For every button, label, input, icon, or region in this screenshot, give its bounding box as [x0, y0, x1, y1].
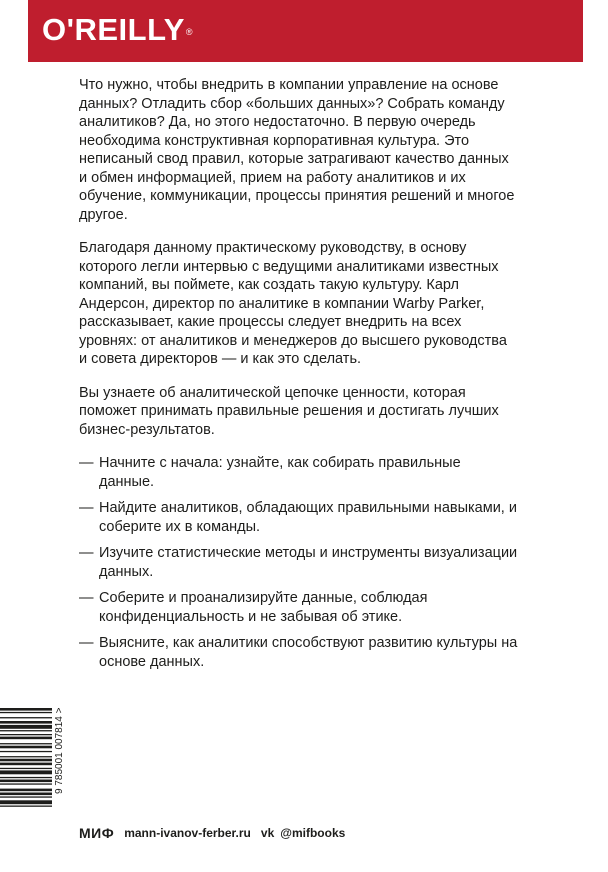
barcode-bars [0, 706, 60, 836]
barcode-bar [0, 743, 52, 744]
footer [79, 823, 345, 843]
isbn-barcode [0, 706, 70, 872]
barcode-bar [0, 712, 52, 713]
barcode-bar [0, 734, 52, 735]
barcode-bar [0, 756, 52, 757]
paragraph-intro: Что нужно, чтобы внедрить в компании управление на основе данных? Отладить сбор «больших данных»? Собрать команду аналитиков? Да, но этого недостаточно. В первую очередь необходима конструктивная корпоративная культура. Это неписаный свод правил, которые затрагивают качество данных и обмен информацией, прием на работу аналитиков и их обучение, коммуникации, процессы принятия решений и многое другое. [79, 77, 515, 223]
website-link[interactable]: mann-ivanov-ferber.ru [124, 826, 251, 840]
barcode-bar [0, 800, 52, 804]
barcode-bar [0, 780, 52, 783]
paragraph-value-chain: Вы узнаете об аналитической цепочке ценности, которая поможет принимать правильные решения и достигать лучших бизнес-результатов. [79, 384, 499, 438]
barcode-digits: 9 785001 007814 > [54, 708, 65, 795]
barcode-bar [0, 721, 52, 724]
barcode-bar [0, 793, 52, 796]
barcode-bar [0, 737, 52, 740]
vk-icon: vk [260, 826, 275, 840]
barcode-bar [0, 783, 52, 784]
barcode-bar [0, 730, 52, 731]
barcode-bar [0, 759, 52, 762]
bullet-list [79, 454, 519, 671]
barcode-bar [0, 751, 52, 752]
barcode-bar [0, 770, 52, 774]
barcode-bar [0, 746, 52, 749]
description-text [79, 76, 519, 679]
list-item: — Выясните, как аналитики способствуют развитию культуры на основе данных. [79, 635, 518, 670]
paragraph-guide: Благодаря данному практическому руководству, в основу которого легли интервью с ведущими аналитиками известных компаний, вы поймете, как создать такую культуру. Карл Андерсон, директор по аналитике в компании Warby Parker, рассказывает, какие процессы следует внедрить на всех уровнях: от аналитиков и менеджеров до высшего руководства и совета директоров — и как это сделать. [79, 240, 507, 367]
barcode-bar [0, 725, 52, 729]
barcode-bar [0, 796, 52, 797]
oreilly-logo: O'REILLY® [42, 12, 194, 47]
barcode-bar [0, 777, 52, 778]
barcode-bar [0, 768, 52, 769]
barcode-bar [0, 789, 52, 792]
barcode-bar [0, 717, 52, 718]
publisher-logo: МИФ [79, 825, 115, 841]
list-item: — Соберите и проанализируйте данные, соблюдая конфиденциальность и не забывая об этике. [79, 590, 428, 625]
barcode-bar [0, 708, 52, 711]
list-item: — Изучите статистические методы и инструменты визуализации данных. [79, 545, 518, 580]
social-handle[interactable]: @mifbooks [280, 826, 346, 840]
barcode-bar [0, 763, 52, 766]
barcode-bar [0, 806, 52, 807]
list-item: — Начните с начала: узнайте, как собирать правильные данные. [79, 455, 461, 490]
header-banner [28, 0, 583, 62]
list-item: — Найдите аналитиков, обладающих правильными навыками, и соберите их в команды. [79, 500, 517, 535]
